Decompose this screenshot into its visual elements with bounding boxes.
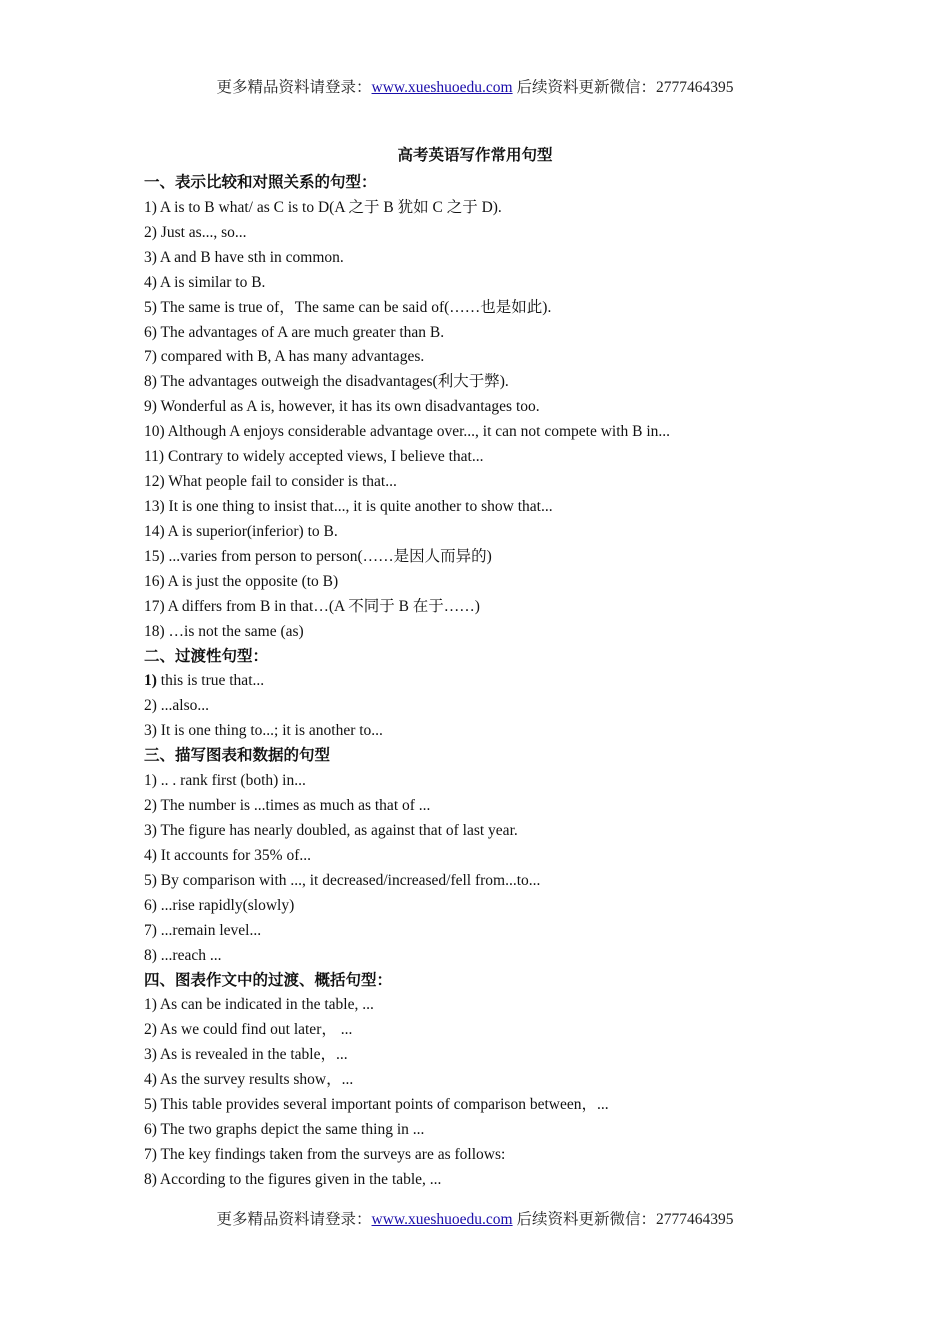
document-body <box>144 171 844 1193</box>
list-item <box>144 669 844 694</box>
list-item: 1) As can be indicated in the table, ... <box>144 996 374 1014</box>
list-item: 5) By comparison with ..., it decreased/increased/fell from...to... <box>144 871 541 889</box>
list-item: 8) ...reach ... <box>144 946 222 964</box>
list-item: 6) The advantages of A are much greater than B. <box>144 323 445 341</box>
list-item-text: this is true that... <box>156 672 265 690</box>
list-item: 9) Wonderful as A is, however, it has its own disadvantages too. <box>144 398 540 416</box>
list-item: 14) A is superior(inferior) to B. <box>144 522 338 540</box>
footer-website-link[interactable]: www.xueshuoedu.com <box>371 1211 513 1228</box>
list-item: 7) ...remain level... <box>144 921 262 939</box>
list-item-number: 1) <box>144 672 157 690</box>
list-item: 2) Just as..., so... <box>144 223 247 241</box>
list-item: 2) As we could find out later， ... <box>144 1021 353 1039</box>
list-item: 11) Contrary to widely accepted views, I believe that... <box>144 448 484 466</box>
list-item: 4) A is similar to B. <box>144 273 266 291</box>
section-heading: 一、表示比较和对照关系的句型： <box>144 174 377 191</box>
list-item: 2) ...also... <box>144 697 210 715</box>
list-item: 13) It is one thing to insist that..., it is quite another to show that... <box>144 497 553 515</box>
list-item: 3) The figure has nearly doubled, as against that of last year. <box>144 821 518 839</box>
list-item: 8) According to the figures given in the table, ... <box>144 1170 442 1188</box>
list-item: 3) As is revealed in the table，... <box>144 1046 348 1064</box>
list-item: 10) Although A enjoys considerable advantage over..., it can not compete with B in... <box>144 423 671 441</box>
list-item: 7) compared with B, A has many advantages. <box>144 348 425 366</box>
list-item: 3) A and B have sth in common. <box>144 248 344 266</box>
footer-suffix: 后续资料更新微信：2777464395 <box>512 1211 734 1228</box>
list-item: 2) The number is ...times as much as that of ... <box>144 797 431 815</box>
footer-prefix: 更多精品资料请登录： <box>216 1211 372 1228</box>
list-item: 12) What people fail to consider is that... <box>144 473 397 491</box>
page-footer <box>0 1210 950 1230</box>
list-item: 18) …is not the same (as) <box>144 622 304 640</box>
section-heading: 三、描写图表和数据的句型 <box>144 747 331 765</box>
section-heading: 二、过渡性句型： <box>144 647 269 665</box>
header-website-link[interactable]: www.xueshuoedu.com <box>371 79 513 96</box>
header-prefix: 更多精品资料请登录： <box>216 79 372 96</box>
list-item: 4) As the survey results show，... <box>144 1071 354 1089</box>
section-heading: 四、图表作文中的过渡、概括句型： <box>144 971 393 989</box>
list-item: 1) .. . rank first (both) in... <box>144 772 306 790</box>
list-item: 3) It is one thing to...; it is another to... <box>144 722 383 740</box>
header-suffix: 后续资料更新微信：2777464395 <box>512 79 734 96</box>
list-item: 15) ...varies from person to person(……是因人而异的) <box>144 547 492 565</box>
list-item: 16) A is just the opposite (to B) <box>144 572 339 590</box>
list-item: 5) This table provides several important points of comparison between，... <box>144 1096 609 1114</box>
document-title: 高考英语写作常用句型 <box>397 147 553 164</box>
list-item: 1) A is to B what/ as C is to D(A 之于 B 犹如 C 之于 D). <box>144 198 502 216</box>
list-item: 17) A differs from B in that…(A 不同于 B 在于……) <box>144 597 480 615</box>
page-header <box>0 78 950 98</box>
list-item: 4) It accounts for 35% of... <box>144 846 312 864</box>
list-item: 6) ...rise rapidly(slowly) <box>144 896 295 914</box>
list-item: 5) The same is true of，The same can be said of(……也是如此). <box>144 298 552 316</box>
list-item: 7) The key findings taken from the surveys are as follows: <box>144 1145 506 1163</box>
list-item: 8) The advantages outweigh the disadvantages(利大于弊). <box>144 373 509 391</box>
list-item: 6) The two graphs depict the same thing in ... <box>144 1121 425 1139</box>
